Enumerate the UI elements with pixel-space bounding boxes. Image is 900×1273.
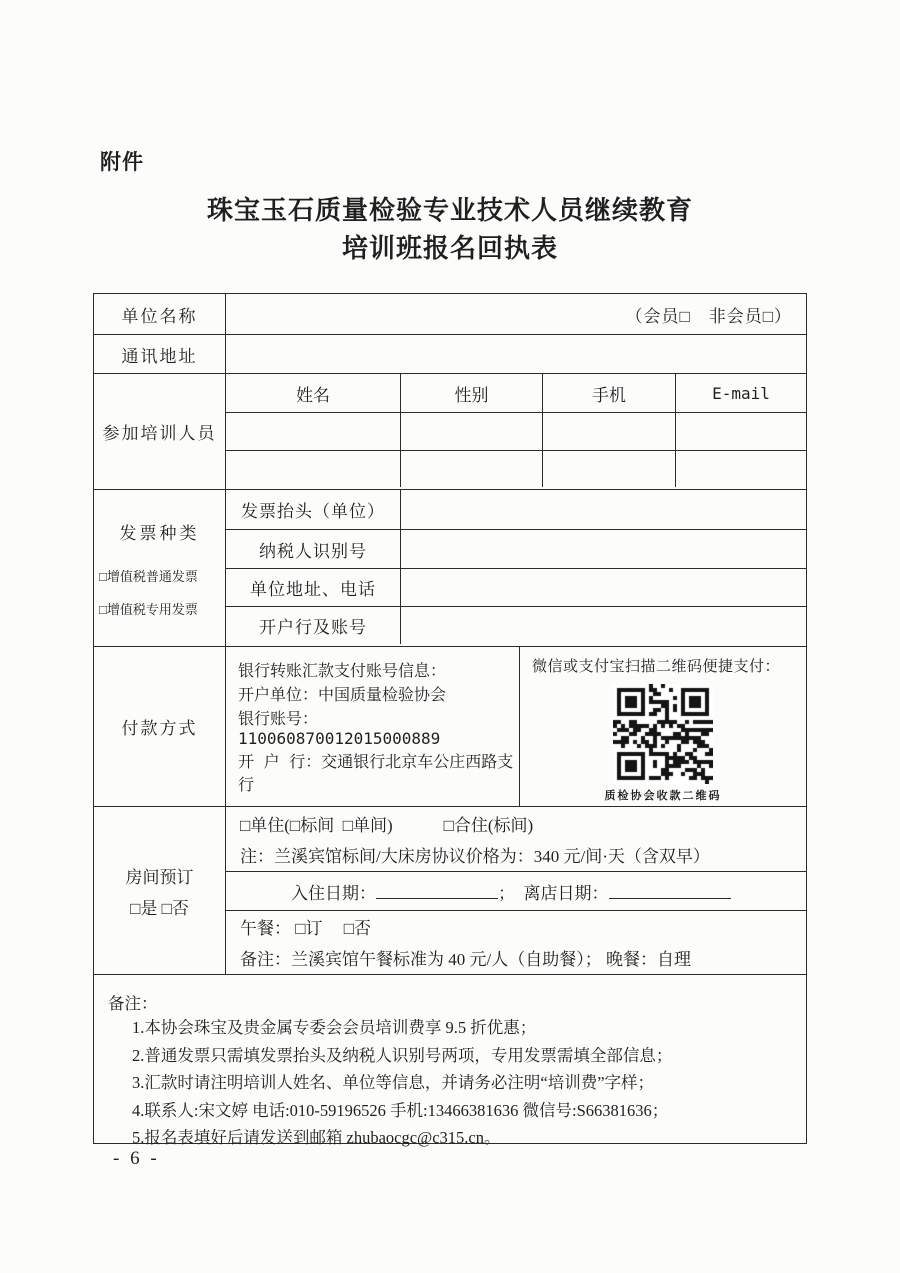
address-label: 通讯地址 [94,335,226,373]
lunch-options: 午餐： □订 □否 [240,919,372,938]
date-separator: ； [498,883,524,903]
unit-name-label: 单位名称 [94,294,226,334]
checkout-blank [609,883,731,899]
room-price-note: 注：兰溪宾馆标间/大床房协议价格为：340 元/间·天（含双早） [240,847,710,866]
column-header-mobile: 手机 [543,374,676,412]
bank-info-heading: 银行转账汇款支付账号信息： [238,661,447,680]
block-room-booking [94,806,806,974]
invoice-field-value [401,569,806,606]
cell-gender [401,413,543,450]
invoice-type-label [94,490,226,646]
invoice-label-text: 发票种类 [119,523,200,543]
registration-form-table [93,293,807,1147]
checkin-blank [376,883,498,899]
attachment-label: 附件 [100,150,144,174]
qr-code [613,684,713,784]
qr-payment-area [520,647,806,806]
cell-mobile [543,413,676,450]
notes-area [94,975,686,1147]
room-occupancy-options: □单住(□标间 □单间) □合住(标间) [240,816,534,835]
block-invoice [94,489,806,646]
payment-method-label: 付款方式 [94,647,226,806]
cell-email [676,451,806,487]
block-notes [94,974,806,1147]
checkin-label: 入住日期： [291,883,376,903]
title-line-2: 培训班报名回执表 [341,234,558,263]
invoice-field-address-phone: 单位地址、电话 [226,569,401,606]
note-item-5: 5.报名表填好后请发送到邮箱 zhubaocgc@c315.cn。 [132,1128,501,1147]
cell-name [226,413,401,450]
invoice-field-row [226,606,806,644]
invoice-field-row [226,568,806,606]
bank-account-number: 银行账号：110060870012015000889 [238,709,441,748]
cell-email [676,413,806,450]
cell-name [226,451,401,487]
column-header-email: E-mail [712,383,770,403]
invoice-field-row [226,529,806,568]
note-item-3: 3.汇款时请注明培训人姓名、单位等信息，并请务必注明“培训费”字样； [132,1073,655,1092]
invoice-option-special: □增值税专用发票 [99,601,198,617]
address-value [226,335,806,373]
page-number: - 6 - [113,1148,160,1169]
qr-caption: 质检协会收款二维码 [604,790,722,802]
bank-branch: 开 户 行：交通银行北京车公庄西路支行 [238,752,514,794]
notes-label: 备注： [108,994,158,1013]
bank-account-holder: 开户单位：中国质量检验协会 [238,685,447,704]
cell-gender [401,451,543,487]
column-header-name: 姓名 [226,374,401,412]
invoice-field-value [401,530,806,568]
note-item-2: 2.普通发票只需填发票抬头及纳税人识别号两项，专用发票需填全部信息； [132,1045,673,1065]
room-booking-label [94,807,226,974]
room-booking-yes-no: □是 □否 [130,898,189,918]
participants-label: 参加培训人员 [94,374,226,489]
invoice-field-value [401,490,806,529]
invoice-field-value [401,607,806,644]
invoice-field-bank-account: 开户行及账号 [226,607,401,644]
invoice-field-title: 发票抬头（单位） [226,490,401,529]
row-unit-name [94,294,806,334]
invoice-field-row [226,490,806,529]
room-meals-row [226,910,806,973]
participant-row [226,450,806,487]
row-address [94,334,806,373]
qr-payment-title: 微信或支付宝扫描二维码便捷支付： [532,659,781,675]
invoice-field-taxid: 纳税人识别号 [226,530,401,568]
title-line-1: 珠宝玉石质量检验专业技术人员继续教育 [206,196,693,225]
checkout-label: 离店日期： [523,883,609,903]
note-item-4: 4.联系人:宋文婷 电话:010-59196526 手机:13466381636 微信号:S66381636； [132,1100,669,1120]
block-payment [94,646,806,806]
column-header-gender: 性别 [401,374,543,412]
participants-header-row [226,374,806,412]
cell-mobile [543,451,676,487]
room-booking-label-text: 房间预订 [125,867,194,887]
participant-row [226,412,806,450]
invoice-option-general: □增值税普通发票 [99,568,198,584]
membership-options: （会员□ 非会员□） [625,306,792,326]
bank-transfer-info [226,647,520,806]
meal-note: 备注：兰溪宾馆午餐标准为 40 元/人（自助餐）； 晚餐：自理 [240,950,691,969]
note-item-1: 1.本协会珠宝及贵金属专委会会员培训费享 9.5 折优惠； [132,1018,537,1037]
room-dates-row [226,871,806,910]
block-participants [94,373,806,489]
document-title [0,192,900,268]
